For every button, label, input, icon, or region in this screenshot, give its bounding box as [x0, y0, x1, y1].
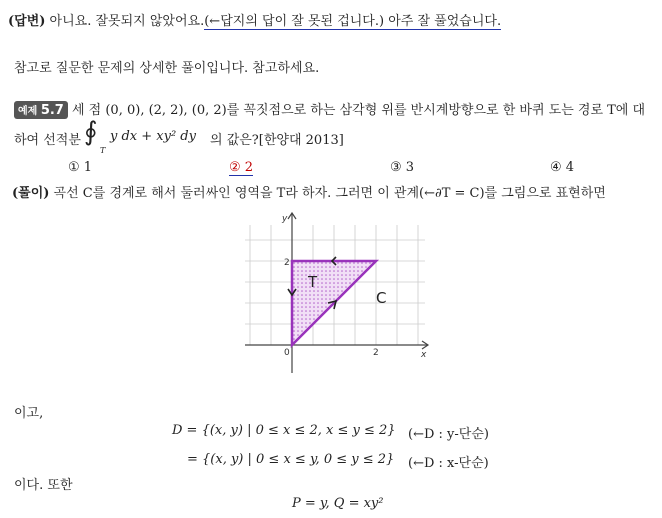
- set-line-2: = {(x, y) | 0 ≤ x ≤ y, 0 ≤ y ≤ 2}: [187, 452, 395, 467]
- set-note-1: (←D : y-단순): [408, 427, 489, 442]
- also-text: 이다. 또한: [14, 478, 73, 493]
- example-badge-number: 5.7: [40, 103, 64, 118]
- answer-text-b: 아주 잘 풀었습니다.: [384, 14, 502, 29]
- example-badge: [14, 101, 68, 119]
- answer-note: (←답지의 답이 잘 못된 겁니다.): [204, 14, 385, 29]
- reference-line: 참고로 질문한 문제의 상세한 풀이입니다. 참고하세요.: [14, 61, 320, 76]
- answer-line: [8, 10, 501, 29]
- integral-subscript: T: [100, 146, 106, 155]
- example-line-2: [14, 129, 81, 155]
- answer-text-a: 아니요. 잘못되지 않았어요.: [45, 14, 205, 29]
- triangle-figure: [240, 205, 430, 375]
- origin-label: 0: [284, 348, 290, 358]
- example-line2-prefix: 하여 선적분: [14, 133, 81, 148]
- example-badge-prefix: 예제: [18, 106, 38, 117]
- region-label: T: [308, 273, 318, 291]
- integrand: y dx + xy² dy: [110, 129, 196, 144]
- choice-2[interactable]: ② 2: [229, 160, 254, 175]
- set-note-2: (←D : x-단순): [408, 456, 489, 471]
- solution-line: [12, 182, 606, 201]
- example-text-line1: 세 점 (0, 0), (2, 2), (0, 2)를 꼭짓점으로 하는 삼각형 위를 반시계방향으로 한 바퀴 도는 경로 T에 대: [71, 103, 646, 118]
- choice-3[interactable]: ③ 3: [390, 160, 415, 175]
- solution-text: 곡선 C를 경계로 해서 둘러싸인 영역을 T라 하자. 그러면 이 관계(←∂T = C)를 그림으로 표현하면: [49, 186, 606, 201]
- integral-symbol: ∮: [84, 117, 98, 147]
- after-figure-text: 이고,: [14, 406, 44, 421]
- choice-1[interactable]: ① 1: [68, 160, 93, 175]
- example-line-1: [14, 99, 645, 119]
- axis-y-label: y: [282, 214, 288, 224]
- tick-y-label: 2: [284, 258, 290, 268]
- set-line-1: D = {(x, y) | 0 ≤ x ≤ 2, x ≤ y ≤ 2}: [172, 423, 396, 438]
- curve-label: C: [376, 289, 387, 307]
- solution-label: (풀이): [12, 186, 50, 201]
- axis-x-label: x: [421, 350, 427, 360]
- example-line2-suffix: 의 값은?[한양대 2013]: [210, 133, 344, 148]
- pq-line: P = y, Q = xy²: [292, 496, 384, 511]
- answer-label: (답변): [8, 14, 46, 29]
- choice-4[interactable]: ④ 4: [550, 160, 575, 175]
- tick-x-label: 2: [373, 348, 379, 358]
